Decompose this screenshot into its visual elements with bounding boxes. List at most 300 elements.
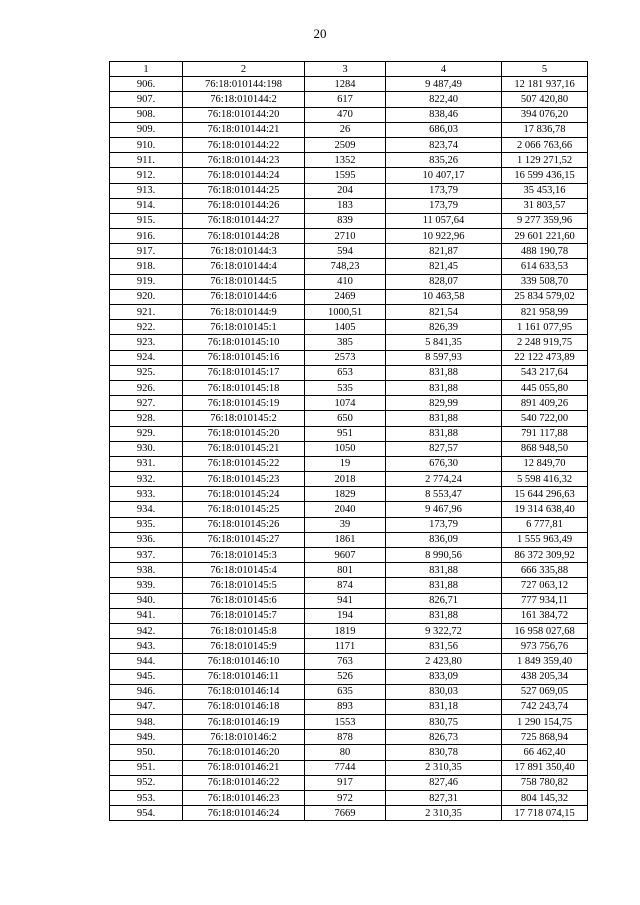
area-cell: 385 [305,335,386,350]
cadastral-number-cell: 76:18:010145:8 [183,623,305,638]
table-row [110,699,588,714]
table-row [110,608,588,623]
rate-cell: 831,56 [386,639,502,654]
row-number-cell: 935. [110,517,183,532]
cadastral-number-cell: 76:18:010146:22 [183,775,305,790]
value-cell: 543 217,64 [502,365,588,380]
cadastral-number-cell: 76:18:010145:25 [183,502,305,517]
area-cell: 594 [305,244,386,259]
value-cell: 17 891 350,40 [502,760,588,775]
value-cell: 12 181 937,16 [502,77,588,92]
table-row [110,274,588,289]
table-row [110,715,588,730]
cadastral-number-cell: 76:18:010145:9 [183,639,305,654]
table-header-row [110,62,588,77]
row-number-cell: 947. [110,699,183,714]
area-cell: 526 [305,669,386,684]
cadastral-number-cell: 76:18:010144:9 [183,305,305,320]
table-row [110,730,588,745]
row-number-cell: 928. [110,411,183,426]
cadastral-number-cell: 76:18:010144:3 [183,244,305,259]
rate-cell: 831,88 [386,426,502,441]
area-cell: 2573 [305,350,386,365]
row-number-cell: 918. [110,259,183,274]
area-cell: 1352 [305,153,386,168]
row-number-cell: 919. [110,274,183,289]
area-cell: 748,23 [305,259,386,274]
row-number-cell: 946. [110,684,183,699]
rate-cell: 10 463,58 [386,289,502,304]
table-row [110,684,588,699]
table-row [110,760,588,775]
area-cell: 1553 [305,715,386,730]
value-cell: 727 063,12 [502,578,588,593]
rate-cell: 10 407,17 [386,168,502,183]
value-cell: 31 803,57 [502,198,588,213]
table-row [110,593,588,608]
value-cell: 394 076,20 [502,107,588,122]
row-number-cell: 924. [110,350,183,365]
table-row [110,365,588,380]
value-cell: 25 834 579,02 [502,289,588,304]
value-cell: 29 601 221,60 [502,229,588,244]
rate-cell: 8 597,93 [386,350,502,365]
cadastral-number-cell: 76:18:010145:20 [183,426,305,441]
area-cell: 9607 [305,548,386,563]
area-cell: 26 [305,122,386,137]
area-cell: 1050 [305,441,386,456]
cadastral-number-cell: 76:18:010145:24 [183,487,305,502]
rate-cell: 836,09 [386,532,502,547]
row-number-cell: 934. [110,502,183,517]
column-header-1: 1 [110,62,183,77]
table-row [110,517,588,532]
area-cell: 650 [305,411,386,426]
table-row [110,502,588,517]
table-row [110,198,588,213]
value-cell: 5 598 416,32 [502,472,588,487]
area-cell: 194 [305,608,386,623]
row-number-cell: 949. [110,730,183,745]
table-row [110,654,588,669]
area-cell: 19 [305,456,386,471]
cadastral-number-cell: 76:18:010146:21 [183,760,305,775]
row-number-cell: 923. [110,335,183,350]
table-row [110,745,588,760]
rate-cell: 10 922,96 [386,229,502,244]
rate-cell: 829,99 [386,396,502,411]
cadastral-number-cell: 76:18:010144:24 [183,168,305,183]
table-row [110,92,588,107]
value-cell: 438 205,34 [502,669,588,684]
area-cell: 2040 [305,502,386,517]
area-cell: 801 [305,563,386,578]
row-number-cell: 948. [110,715,183,730]
rate-cell: 828,07 [386,274,502,289]
value-cell: 2 066 763,66 [502,137,588,152]
area-cell: 1171 [305,639,386,654]
cadastral-number-cell: 76:18:010144:25 [183,183,305,198]
value-cell: 488 190,78 [502,244,588,259]
cadastral-number-cell: 76:18:010146:10 [183,654,305,669]
area-cell: 874 [305,578,386,593]
area-cell: 1861 [305,532,386,547]
value-cell: 16 958 027,68 [502,623,588,638]
cadastral-number-cell: 76:18:010145:10 [183,335,305,350]
table-row [110,350,588,365]
row-number-cell: 953. [110,791,183,806]
area-cell: 917 [305,775,386,790]
row-number-cell: 938. [110,563,183,578]
table-row [110,380,588,395]
cadastral-number-cell: 76:18:010145:4 [183,563,305,578]
table-row [110,441,588,456]
cadastral-number-cell: 76:18:010144:21 [183,122,305,137]
cadastral-number-cell: 76:18:010144:4 [183,259,305,274]
cadastral-number-cell: 76:18:010144:2 [183,92,305,107]
area-cell: 635 [305,684,386,699]
cadastral-number-cell: 76:18:010146:2 [183,730,305,745]
cadastral-number-cell: 76:18:010145:5 [183,578,305,593]
value-cell: 540 722,00 [502,411,588,426]
row-number-cell: 915. [110,213,183,228]
table-row [110,548,588,563]
table-row [110,183,588,198]
rate-cell: 2 423,80 [386,654,502,669]
row-number-cell: 939. [110,578,183,593]
table-row [110,472,588,487]
area-cell: 617 [305,92,386,107]
value-cell: 339 508,70 [502,274,588,289]
cadastral-number-cell: 76:18:010145:19 [183,396,305,411]
rate-cell: 9 467,96 [386,502,502,517]
cadastral-number-cell: 76:18:010146:18 [183,699,305,714]
cadastral-number-cell: 76:18:010145:7 [183,608,305,623]
row-number-cell: 931. [110,456,183,471]
area-cell: 1074 [305,396,386,411]
row-number-cell: 908. [110,107,183,122]
table-row [110,77,588,92]
cadastral-number-cell: 76:18:010144:27 [183,213,305,228]
rate-cell: 8 990,56 [386,548,502,563]
table-row [110,578,588,593]
row-number-cell: 929. [110,426,183,441]
rate-cell: 2 310,35 [386,806,502,821]
cadastral-number-cell: 76:18:010145:16 [183,350,305,365]
row-number-cell: 914. [110,198,183,213]
area-cell: 2710 [305,229,386,244]
value-cell: 6 777,81 [502,517,588,532]
row-number-cell: 930. [110,441,183,456]
table-row [110,806,588,821]
area-cell: 1284 [305,77,386,92]
table-row [110,153,588,168]
row-number-cell: 944. [110,654,183,669]
rate-cell: 831,88 [386,411,502,426]
row-number-cell: 906. [110,77,183,92]
column-header-3: 3 [305,62,386,77]
area-cell: 470 [305,107,386,122]
area-cell: 839 [305,213,386,228]
value-cell: 2 248 919,75 [502,335,588,350]
rate-cell: 821,87 [386,244,502,259]
cadastral-number-cell: 76:18:010145:26 [183,517,305,532]
row-number-cell: 921. [110,305,183,320]
cadastral-number-cell: 76:18:010145:27 [183,532,305,547]
row-number-cell: 943. [110,639,183,654]
rate-cell: 686,03 [386,122,502,137]
table-row [110,563,588,578]
row-number-cell: 936. [110,532,183,547]
table-row [110,305,588,320]
rate-cell: 831,88 [386,380,502,395]
cadastral-number-cell: 76:18:010145:18 [183,380,305,395]
column-header-4: 4 [386,62,502,77]
rate-cell: 826,73 [386,730,502,745]
area-cell: 878 [305,730,386,745]
value-cell: 742 243,74 [502,699,588,714]
value-cell: 791 117,88 [502,426,588,441]
row-number-cell: 941. [110,608,183,623]
rate-cell: 831,88 [386,365,502,380]
area-cell: 204 [305,183,386,198]
row-number-cell: 927. [110,396,183,411]
cadastral-number-cell: 76:18:010145:2 [183,411,305,426]
area-cell: 1000,51 [305,305,386,320]
area-cell: 1405 [305,320,386,335]
value-cell: 1 849 359,40 [502,654,588,669]
rate-cell: 676,30 [386,456,502,471]
area-cell: 7744 [305,760,386,775]
value-cell: 1 290 154,75 [502,715,588,730]
row-number-cell: 926. [110,380,183,395]
cadastral-number-cell: 76:18:010145:17 [183,365,305,380]
cadastral-number-cell: 76:18:010146:20 [183,745,305,760]
area-cell: 2509 [305,137,386,152]
row-number-cell: 913. [110,183,183,198]
area-cell: 972 [305,791,386,806]
table-row [110,775,588,790]
area-cell: 893 [305,699,386,714]
rate-cell: 2 310,35 [386,760,502,775]
rate-cell: 5 841,35 [386,335,502,350]
table-row [110,320,588,335]
table-row [110,168,588,183]
area-cell: 1829 [305,487,386,502]
area-cell: 1595 [305,168,386,183]
value-cell: 725 868,94 [502,730,588,745]
rate-cell: 821,45 [386,259,502,274]
cadastral-number-cell: 76:18:010145:6 [183,593,305,608]
rate-cell: 831,88 [386,578,502,593]
row-number-cell: 920. [110,289,183,304]
value-cell: 22 122 473,89 [502,350,588,365]
value-cell: 66 462,40 [502,745,588,760]
value-cell: 86 372 309,92 [502,548,588,563]
area-cell: 653 [305,365,386,380]
value-cell: 35 453,16 [502,183,588,198]
rate-cell: 2 774,24 [386,472,502,487]
area-cell: 2018 [305,472,386,487]
row-number-cell: 950. [110,745,183,760]
value-cell: 16 599 436,15 [502,168,588,183]
area-cell: 39 [305,517,386,532]
rate-cell: 833,09 [386,669,502,684]
cadastral-number-cell: 76:18:010144:198 [183,77,305,92]
row-number-cell: 912. [110,168,183,183]
value-cell: 17 718 074,15 [502,806,588,821]
row-number-cell: 907. [110,92,183,107]
value-cell: 777 934,11 [502,593,588,608]
cadastral-number-cell: 76:18:010144:20 [183,107,305,122]
rate-cell: 173,79 [386,517,502,532]
cadastral-number-cell: 76:18:010144:26 [183,198,305,213]
row-number-cell: 937. [110,548,183,563]
table-row [110,137,588,152]
table-row [110,532,588,547]
cadastral-number-cell: 76:18:010144:23 [183,153,305,168]
row-number-cell: 952. [110,775,183,790]
rate-cell: 830,75 [386,715,502,730]
area-cell: 80 [305,745,386,760]
value-cell: 758 780,82 [502,775,588,790]
cadastral-number-cell: 76:18:010145:22 [183,456,305,471]
cadastral-number-cell: 76:18:010144:22 [183,137,305,152]
rate-cell: 826,39 [386,320,502,335]
rate-cell: 821,54 [386,305,502,320]
area-cell: 410 [305,274,386,289]
row-number-cell: 910. [110,137,183,152]
area-cell: 2469 [305,289,386,304]
row-number-cell: 951. [110,760,183,775]
row-number-cell: 945. [110,669,183,684]
value-cell: 973 756,76 [502,639,588,654]
area-cell: 951 [305,426,386,441]
table-row [110,335,588,350]
value-cell: 868 948,50 [502,441,588,456]
cadastral-number-cell: 76:18:010146:14 [183,684,305,699]
rate-cell: 827,57 [386,441,502,456]
table-row [110,259,588,274]
row-number-cell: 954. [110,806,183,821]
cadastral-number-cell: 76:18:010145:23 [183,472,305,487]
value-cell: 614 633,53 [502,259,588,274]
value-cell: 1 161 077,95 [502,320,588,335]
table-row [110,487,588,502]
value-cell: 15 644 296,63 [502,487,588,502]
cadastral-number-cell: 76:18:010146:11 [183,669,305,684]
value-cell: 1 555 963,49 [502,532,588,547]
value-cell: 161 384,72 [502,608,588,623]
rate-cell: 831,88 [386,608,502,623]
row-number-cell: 932. [110,472,183,487]
row-number-cell: 917. [110,244,183,259]
column-header-5: 5 [502,62,588,77]
row-number-cell: 911. [110,153,183,168]
table-row [110,623,588,638]
row-number-cell: 925. [110,365,183,380]
rate-cell: 9 487,49 [386,77,502,92]
rate-cell: 823,74 [386,137,502,152]
table-body [110,77,588,821]
rate-cell: 173,79 [386,183,502,198]
table-row [110,244,588,259]
value-cell: 507 420,80 [502,92,588,107]
area-cell: 183 [305,198,386,213]
area-cell: 1819 [305,623,386,638]
table-row [110,229,588,244]
row-number-cell: 942. [110,623,183,638]
rate-cell: 827,31 [386,791,502,806]
rate-cell: 173,79 [386,198,502,213]
value-cell: 445 055,80 [502,380,588,395]
cadastral-number-cell: 76:18:010146:19 [183,715,305,730]
rate-cell: 8 553,47 [386,487,502,502]
table-row [110,213,588,228]
table-row [110,791,588,806]
value-cell: 891 409,26 [502,396,588,411]
value-cell: 17 836,78 [502,122,588,137]
row-number-cell: 933. [110,487,183,502]
rate-cell: 831,88 [386,563,502,578]
rate-cell: 9 322,72 [386,623,502,638]
cadastral-number-cell: 76:18:010144:6 [183,289,305,304]
rate-cell: 11 057,64 [386,213,502,228]
cadastral-number-cell: 76:18:010144:28 [183,229,305,244]
table-row [110,456,588,471]
rate-cell: 830,03 [386,684,502,699]
cadastral-number-cell: 76:18:010145:1 [183,320,305,335]
rate-cell: 831,18 [386,699,502,714]
table-row [110,669,588,684]
row-number-cell: 909. [110,122,183,137]
table-row [110,107,588,122]
value-cell: 527 069,05 [502,684,588,699]
table-row [110,289,588,304]
value-cell: 804 145,32 [502,791,588,806]
table-row [110,426,588,441]
value-cell: 12 849,70 [502,456,588,471]
cadastral-number-cell: 76:18:010144:5 [183,274,305,289]
row-number-cell: 922. [110,320,183,335]
page-number: 20 [313,26,327,41]
cadastral-number-cell: 76:18:010145:21 [183,441,305,456]
area-cell: 941 [305,593,386,608]
column-header-2: 2 [183,62,305,77]
rate-cell: 838,46 [386,107,502,122]
rate-cell: 835,26 [386,153,502,168]
value-cell: 1 129 271,52 [502,153,588,168]
table-row [110,639,588,654]
area-cell: 7669 [305,806,386,821]
rate-cell: 822,40 [386,92,502,107]
table-row [110,396,588,411]
value-cell: 821 958,99 [502,305,588,320]
value-cell: 19 314 638,40 [502,502,588,517]
area-cell: 535 [305,380,386,395]
rate-cell: 830,78 [386,745,502,760]
row-number-cell: 916. [110,229,183,244]
cadastral-table [109,61,588,821]
table-row [110,411,588,426]
rate-cell: 826,71 [386,593,502,608]
table-row [110,122,588,137]
value-cell: 666 335,88 [502,563,588,578]
area-cell: 763 [305,654,386,669]
cadastral-number-cell: 76:18:010146:24 [183,806,305,821]
value-cell: 9 277 359,96 [502,213,588,228]
cadastral-number-cell: 76:18:010146:23 [183,791,305,806]
